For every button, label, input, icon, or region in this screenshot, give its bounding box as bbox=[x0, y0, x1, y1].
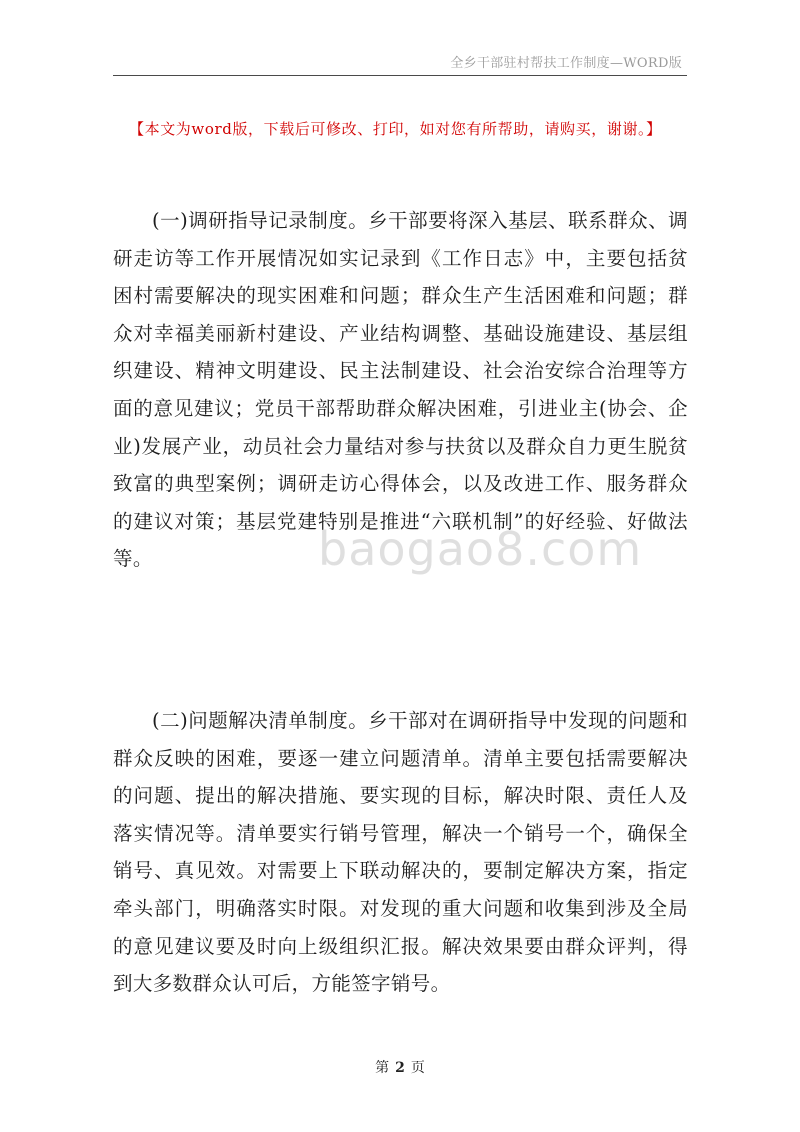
header-divider bbox=[113, 75, 687, 76]
paragraph-research-guidance: (一)调研指导记录制度。乡干部要将深入基层、联系群众、调研走访等工作开展情况如实记录到《工作日志》中，主要包括贫困村需要解决的现实困难和问题；群众生产生活困难和问题；群众对幸福美丽新村建设、产业结构调整、基础设施建设、基层组织建设、精神文明建设、民主法制建设、社会治安综合治理等方面的意见建议；党员干部帮助群众解决困难，引进业主(协会、企业)发展产业，动员社会力量结对参与扶贫以及群众自力更生脱贫致富的典型案例；调研走访心得体会，以及改进工作、服务群众的建议对策；基层党建特别是推进“六联机制”的好经验、好做法等。 bbox=[113, 209, 688, 571]
paragraph-problem-checklist: (二)问题解决清单制度。乡干部对在调研指导中发现的问题和群众反映的困难，要逐一建立问题清单。清单主要包括需要解决的问题、提出的解决措施、要实现的目标，解决时限、责任人及落实情况等。清单要实行销号管理，解决一个销号一个，确保全销号、真见效。对需要上下联动解决的，要制定解决方案，指定牵头部门，明确落实时限。对发现的重大问题和收集到涉及全局的意见建议要及时向上级组织汇报。解决效果要由群众评判，得到大多数群众认可后，方能签字销号。 bbox=[113, 709, 688, 996]
watermark: baogao8.com bbox=[318, 522, 643, 576]
page-label-prefix: 第 bbox=[375, 1060, 390, 1076]
page-footer bbox=[0, 1057, 800, 1077]
header-title: 全乡干部驻村帮扶工作制度—WORD版 bbox=[450, 56, 682, 71]
page-number: 2 bbox=[395, 1060, 405, 1076]
purchase-notice: 【本文为word版，下载后可修改、打印，如对您有所帮助，请购买，谢谢。】 bbox=[129, 120, 662, 138]
page-label-suffix: 页 bbox=[410, 1060, 425, 1076]
